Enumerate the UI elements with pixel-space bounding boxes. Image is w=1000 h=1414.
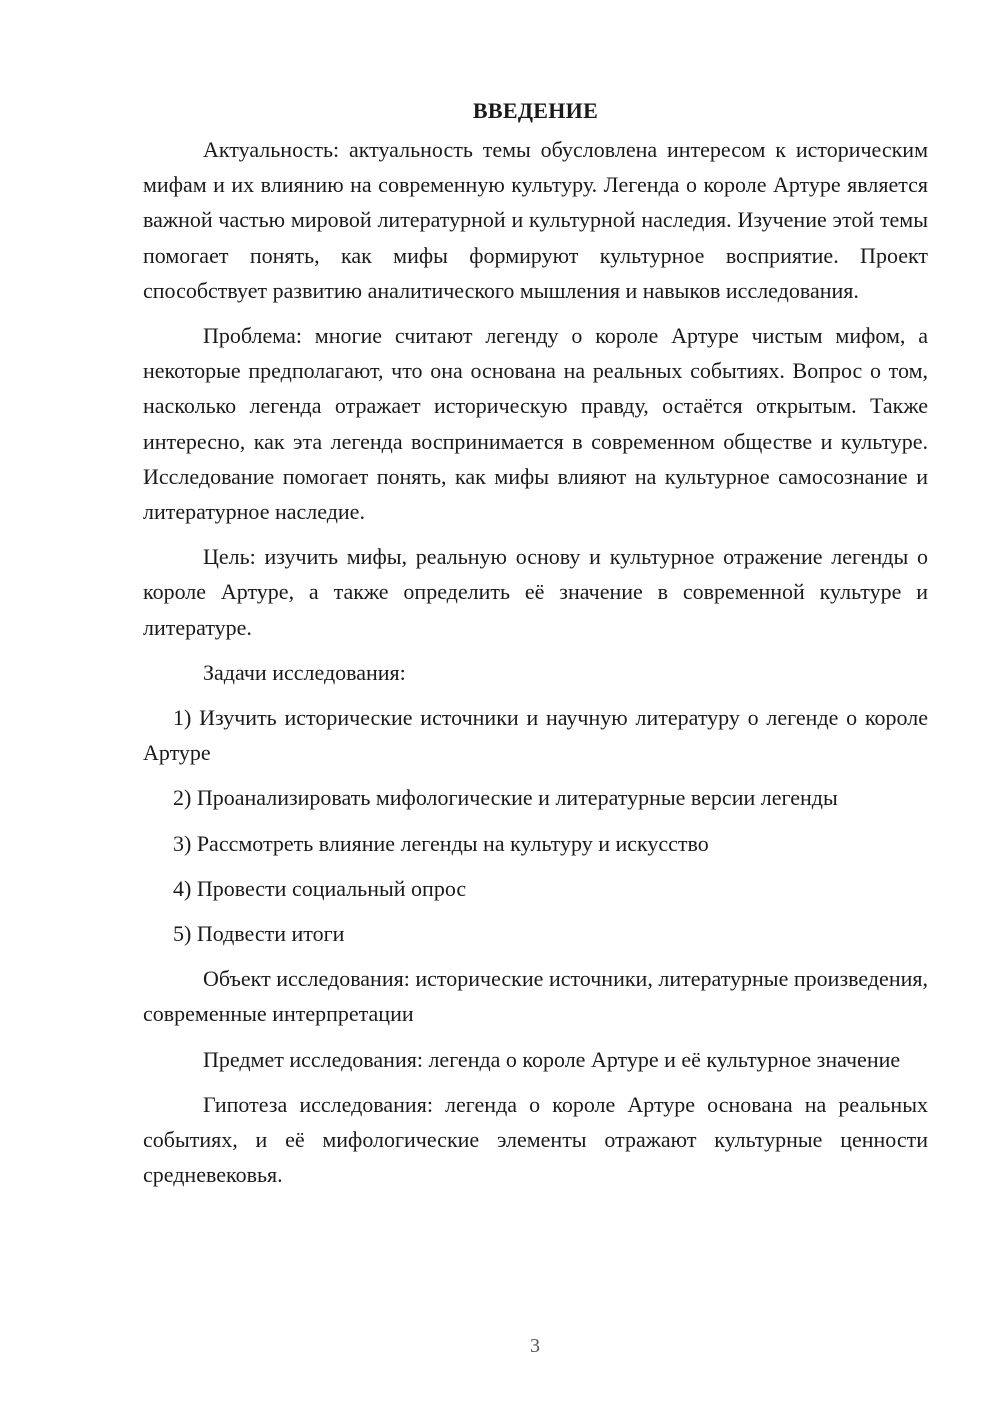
paragraph-subject: Предмет исследования: легенда о короле Артуре и её культурное значение bbox=[203, 1046, 901, 1072]
paragraph-problem: Проблема: многие считают легенду о короле Артуре чистым мифом, а некоторые предполагают, что она основана на реальных событиях. Вопрос о том, насколько легенда отражает историческую правду, остаётся открытым. Также интересно, как эта легенда воспринимается в современном обществе и культуре. Исследование помогает понять, как мифы влияют на культурное самосознание и литературное наследие. bbox=[143, 323, 928, 525]
document-page bbox=[143, 93, 928, 1192]
page-title: ВВЕДЕНИЕ bbox=[472, 98, 599, 123]
list-item: 1) Изучить исторические источники и научную литературу о легенде о короле Артуре bbox=[143, 705, 928, 766]
list-item: 5) Подвести итоги bbox=[173, 921, 345, 947]
paragraph-tasks-heading: Задачи исследования: bbox=[203, 659, 406, 685]
paragraph-hypothesis: Гипотеза исследования: легенда о короле Артуре основана на реальных событиях, и её мифологические элементы отражают культурные ценности средневековья. bbox=[143, 1091, 928, 1188]
paragraph-goal: Цель: изучить мифы, реальную основу и культурное отражение легенды о короле Артуре, а также определить её значение в современной культуре и литературе. bbox=[143, 544, 928, 640]
paragraph-object: Объект исследования: исторические источники, литературные произведения, современные интерпретации bbox=[143, 966, 928, 1027]
page-number: 3 bbox=[530, 1335, 540, 1357]
paragraph-relevance: Актуальность: актуальность темы обусловлена интересом к историческим мифам и их влиянию на современную культуру. Легенда о короле Артуре является важной частью мировой литературной и культурной наследия. Изучение этой темы помогает понять, как мифы формируют культурное восприятие. Проект способствует развитию аналитического мышления и навыков исследования. bbox=[143, 137, 928, 303]
list-item: 2) Проанализировать мифологические и литературные версии легенды bbox=[173, 785, 838, 811]
list-item: 4) Провести социальный опрос bbox=[173, 875, 467, 901]
list-item: 3) Рассмотреть влияние легенды на культуру и искусство bbox=[173, 830, 709, 856]
